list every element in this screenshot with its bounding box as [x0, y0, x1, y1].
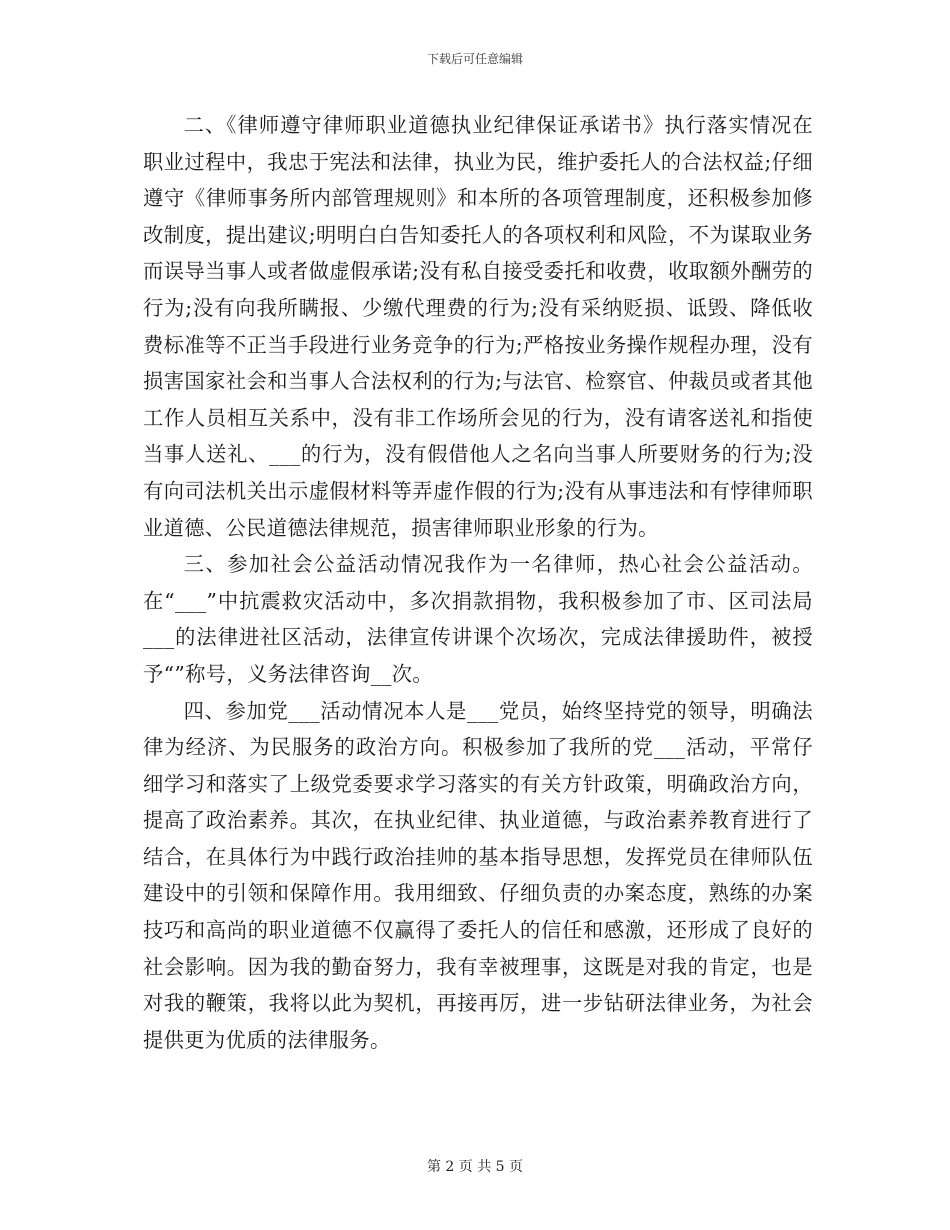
paragraph-section-two: 二、《律师遵守律师职业道德执业纪律保证承诺书》执行落实情况在职业过程中，我忠于宪法和法律，执业为民，维护委托人的合法权益;仔细遵守《律师事务所内部管理规则》和本所的各项管理制度，还积极参加修改制度，提出建议;明明白白告知委托人的各项权利和风险，不为谋取业务而误导当事人或者做虚假承诺;没有私自接受委托和收费，收取额外酬劳的行为;没有向我所瞒报、少缴代理费的行为;没有采纳贬损、诋毁、降低收费标准等不正当手段进行业务竞争的行为;严格按业务操作规程办理，没有损害国家社会和当事人合法权利的行为;与法官、检察官、仲裁员或者其他工作人员相互关系中，没有非工作场所会见的行为，没有请客送礼和指使当事人送礼、___的行为，没有假借他人之名向当事人所要财务的行为;没有向司法机关出示虚假材料等弄虚作假的行为;没有从事违法和有悖律师职业道德、公民道德法律规范，损害律师职业形象的行为。 [143, 113, 813, 540]
paragraph-section-four: 四、参加党___活动情况本人是___党员，始终坚持党的领导，明确法律为经济、为民服务的政治方向。积极参加了我所的党___活动，平常仔细学习和落实了上级党委要求学习落实的有关方针政策，明确政治方向，提高了政治素养。其次，在执业纪律、执业道德，与政治素养教育进行了结合，在具体行为中践行政治挂帅的基本指导思想，发挥党员在律师队伍建设中的引领和保障作用。我用细致、仔细负责的办案态度，熟练的办案技巧和高尚的职业道德不仅赢得了委托人的信任和感激，还形成了良好的社会影响。因为我的勤奋努力，我有幸被理事，这既是对我的肯定，也是对我的鞭策，我将以此为契机，再接再厉，进一步钻研法律业务，为社会提供更为优质的法律服务。 [143, 698, 813, 1052]
document-body [143, 107, 813, 1058]
page-number-footer: 第 2 页 共 5 页 [426, 1159, 524, 1175]
page-header-note: 下载后可任意编辑 [426, 52, 523, 66]
paragraph-section-three: 三、参加社会公益活动情况我作为一名律师，热心社会公益活动。在“___”中抗震救灾活动中，多次捐款捐物，我积极参加了市、区司法局___的法律进社区活动，法律宣传讲课个次场次，完成法律援助件，被授予“”称号，义务法律咨询__次。 [143, 552, 813, 686]
